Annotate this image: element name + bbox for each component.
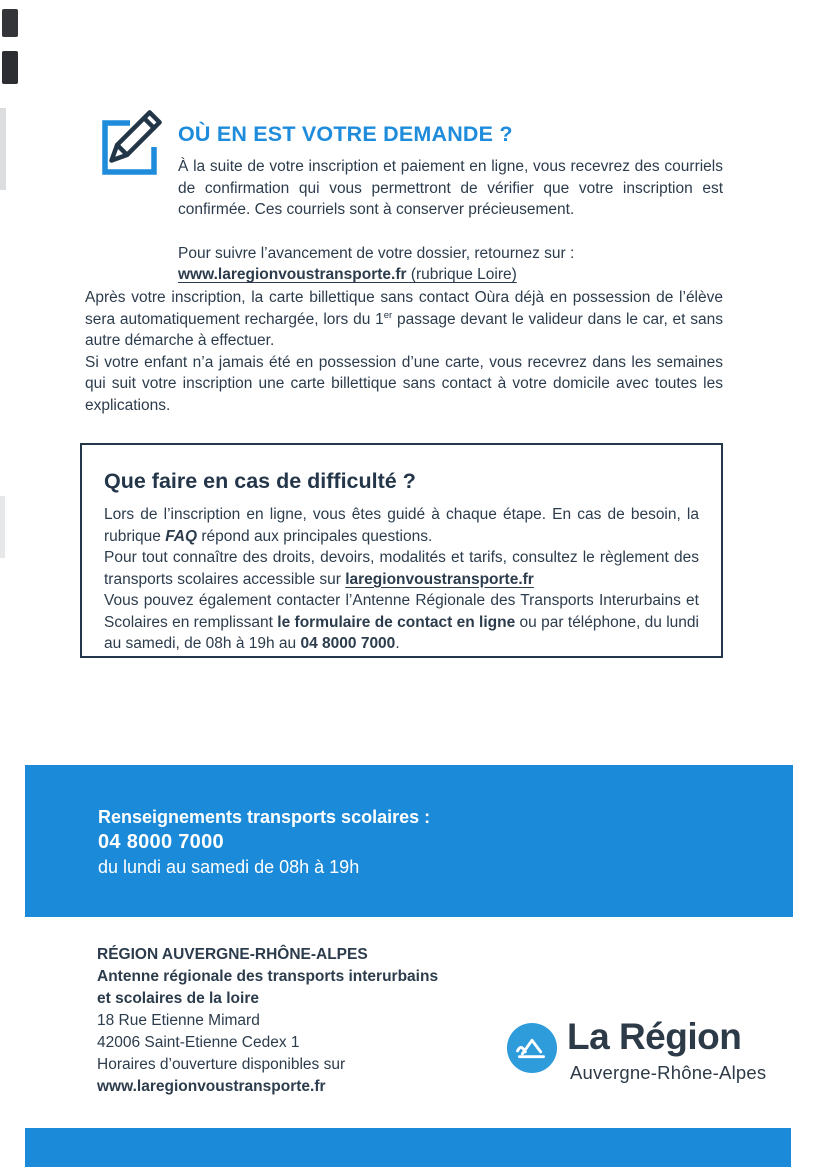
regulation-link[interactable]: laregionvoustransporte.fr — [345, 570, 534, 588]
region-logo-icon — [506, 1022, 558, 1074]
superscript-er: er — [383, 309, 393, 321]
bottom-blue-strip — [25, 1128, 791, 1167]
footer-street: 18 Rue Etienne Mimard — [97, 1012, 260, 1029]
pencil-edit-icon — [92, 100, 172, 180]
request-status-section — [178, 122, 723, 286]
follow-up-block — [178, 243, 723, 286]
banner-phone: 04 8000 7000 — [98, 831, 224, 853]
oura-card-info — [85, 287, 723, 416]
contact-banner — [25, 765, 793, 917]
footer-website: www.laregionvoustransporte.fr — [97, 1078, 326, 1095]
region-logo-subtitle: Auvergne-Rhône-Alpes — [570, 1062, 767, 1083]
contact-form-label: le formulaire de contact en ligne — [277, 613, 516, 631]
section-heading: OÙ EN EST VOTRE DEMANDE ? — [178, 122, 513, 146]
footer-city: 42006 Saint-Etienne Cedex 1 — [97, 1034, 300, 1051]
scan-mark-top-1 — [2, 9, 18, 37]
new-card-paragraph: Si votre enfant n’a jamais été en possession d’une carte, vous recevrez dans les semaines qui suit votre inscription une carte billettique sans contact à votre domicile avec toutes les explications. — [85, 353, 723, 414]
difficulty-help-box — [80, 443, 723, 658]
region-logo-title: La Région — [567, 1016, 742, 1057]
phone-number: 04 8000 7000 — [300, 635, 396, 652]
difficulty-box-title: Que faire en cas de difficulté ? — [104, 469, 416, 493]
footer-hours: Horaires d’ouverture disponibles sur — [97, 1056, 346, 1073]
footer-address-block — [97, 944, 438, 1098]
banner-line1: Renseignements transports scolaires : — [98, 807, 431, 827]
status-intro-paragraph: À la suite de votre inscription et paiement en ligne, vous recevrez des courriels de confirmation qui vous permettront de vérifier que votre inscription est confirmée. Ces courriels sont à conserver précieusement. — [178, 158, 723, 218]
footer-org-dept-2: et scolaires de la loire — [97, 990, 259, 1007]
footer-org-dept-1: Antenne régionale des transports interurbains — [97, 968, 439, 985]
difficulty-paragraph-1: Lors de l’inscription en ligne, vous êtes guidé à chaque étape. En cas de besoin, la rubrique FAQ répond aux principales questions. — [104, 506, 699, 545]
follow-up-text: Pour suivre l’avancement de votre dossier, retournez sur : — [178, 244, 575, 262]
tracking-link[interactable]: www.laregionvoustransporte.fr (rubrique Loire) — [178, 266, 517, 283]
faq-label: FAQ — [165, 527, 198, 545]
footer-org-name: RÉGION AUVERGNE-RHÔNE-ALPES — [97, 946, 368, 963]
difficulty-paragraph-2: Pour tout connaître des droits, devoirs, modalités et tarifs, consultez le règlement des transports scolaires accessible sur laregionvoustransporte.fr — [104, 549, 699, 588]
difficulty-paragraph-3: Vous pouvez également contacter l’Antenne Régionale des Transports Interurbains et Scolaires en remplissant le formulaire de contact en ligne ou par téléphone, du lundi au samedi, de 08h à 19h au 04 8000 7000. — [104, 592, 699, 652]
scan-smudge-1 — [0, 108, 6, 190]
tracking-link-line — [178, 264, 723, 286]
scan-smudge-2 — [0, 496, 5, 558]
recharge-paragraph: Après votre inscription, la carte billettique sans contact Oùra déjà en possession de l’élève sera automatiquement rechargée, lors du 1er passage devant le valideur dans le car, et sans autre démarche à effectuer. — [85, 289, 723, 349]
banner-hours: du lundi au samedi de 08h à 19h — [98, 857, 360, 877]
scan-mark-top-2 — [2, 51, 18, 84]
